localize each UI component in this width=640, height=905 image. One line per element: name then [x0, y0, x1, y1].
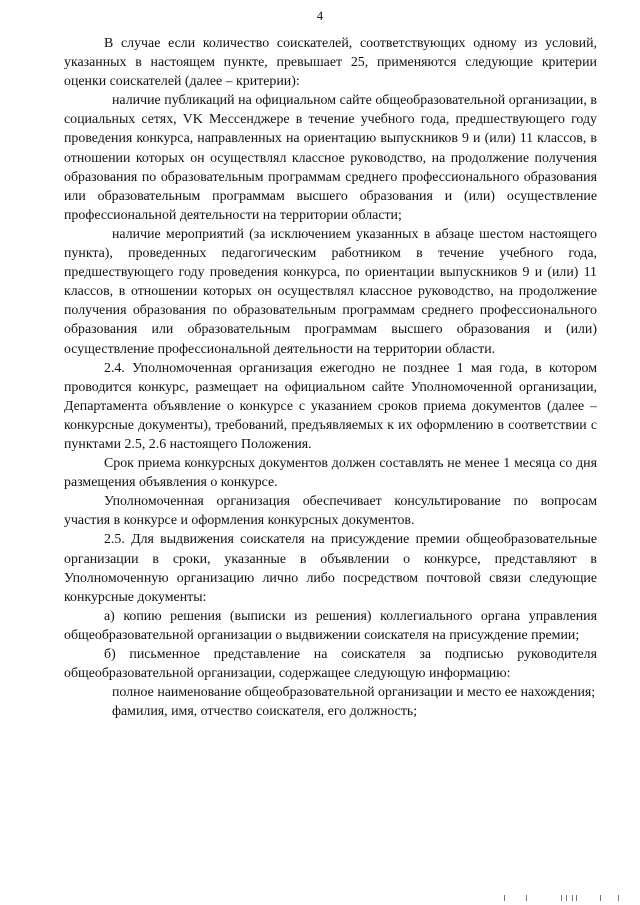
paragraph-2-4-announcement: 2.4. Уполномоченная организация ежегодно не позднее 1 мая года, в котором проводится конкурс, размещает на официальном сайте Уполномоченной организации, Департамента объявление о конкурсе с указанием сроков приема документов (далее – конкурсные документы), требований, предъявляемых к их оформлению в соответствии с пунктами 2.5, 2.6 настоящего Положения.	[64, 360, 597, 452]
paragraph-consultation: Уполномоченная организация обеспечивает консультирование по вопросам участия в конкурсе и оформления конкурсных документов.	[64, 494, 597, 529]
paragraph-submission-period: Срок приема конкурсных документов должен составлять не менее 1 месяца со дня размещения объявления о конкурсе.	[64, 456, 597, 491]
paragraph-2-5-documents: 2.5. Для выдвижения соискателя на присуждение премии общеобразовательные организации в сроки, указанные в объявлении о конкурсе, представляют в Уполномоченную организацию лично либо посредством почтовой связи следующие конкурсные документы:	[64, 532, 597, 605]
paragraph-criterion-publications: наличие публикаций на официальном сайте общеобразовательной организации, в социальных сетях, VK Мессенджере в течение учебного года, предшествующего году проведения конкурса, направленных на ориентацию выпускников 9 и (или) 11 классов, в отношении которых он осуществлял классное руководство, на продолжение получения образования по образовательным программам среднего профессионального образования или образовательным программам высшего образования и (или) осуществление профессиональной деятельности на территории области;	[64, 93, 597, 223]
paragraph-candidate-name: фамилия, имя, отчество соискателя, его должность;	[112, 704, 418, 720]
document-body	[64, 34, 597, 721]
paragraph-item-a: а) копию решения (выписки из решения) коллегиального органа управления общеобразовательной организации о выдвижении соискателя на присуждение премии;	[64, 608, 597, 643]
paragraph-item-b: б) письменное представление на соискателя за подписью руководителя общеобразовательной организации, содержащее следующую информацию:	[64, 647, 597, 682]
paragraph-org-name: полное наименование общеобразовательной организации и место ее нахождения;	[112, 685, 596, 701]
scan-artifact-marks	[500, 893, 630, 903]
paragraph-criterion-events: наличие мероприятий (за исключением указанных в абзаце шестом настоящего пункта), проведенных педагогическим работником в течение учебного года, предшествующего году проведения конкурса, по ориентации выпускников 9 и (или) 11 классов, в отношении которых он осуществлял классное руководство, на продолжение получения образования по образовательным программам среднего профессионального образования или образовательным программам высшего образования и (или) осуществление профессиональной деятельности на территории области.	[64, 226, 597, 357]
page-number: 4	[316, 9, 324, 23]
paragraph-criteria-intro: В случае если количество соискателей, соответствующих одному из условий, указанных в настоящем пункте, превышает 25, применяются следующие критерии оценки соискателей (далее – критерии):	[64, 36, 597, 90]
